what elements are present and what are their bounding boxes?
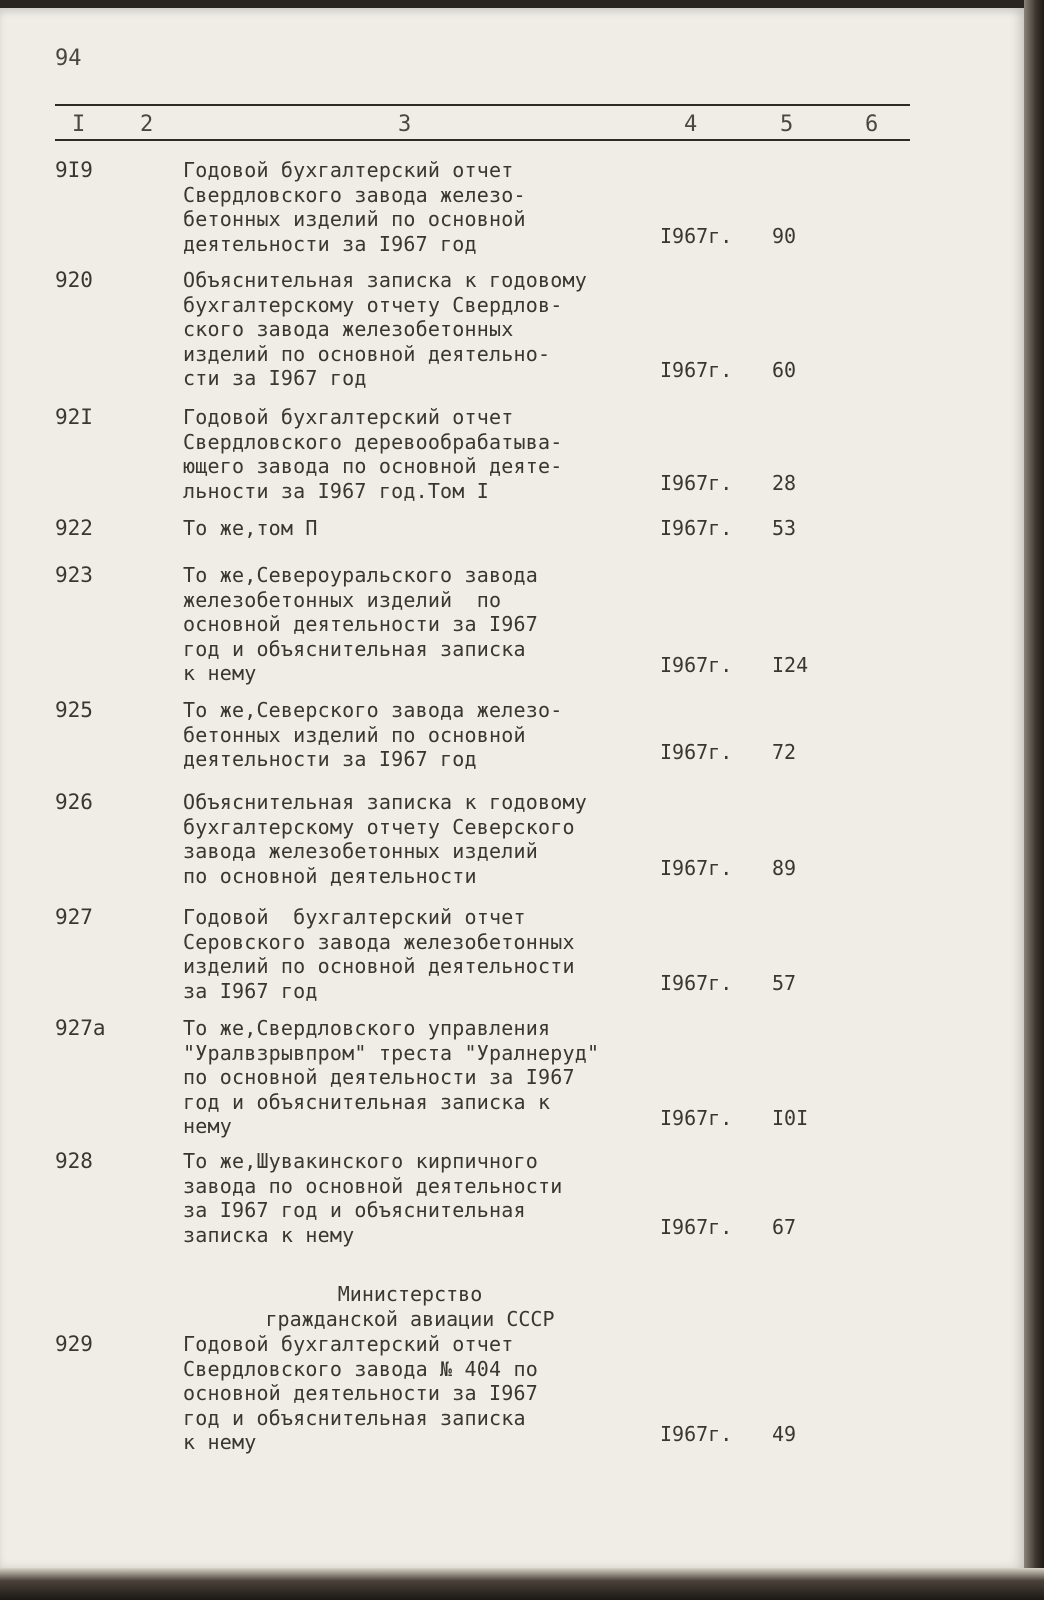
entry-year: I967г. — [660, 740, 733, 764]
entry-number: 925 — [55, 698, 93, 722]
entry-year: I967г. — [660, 653, 733, 677]
column-header-4: 4 — [684, 112, 698, 137]
entry-number: 929 — [55, 1332, 93, 1356]
entry-sheet-count: 90 — [772, 224, 797, 248]
column-header-2: 2 — [140, 112, 154, 137]
column-header-3: 3 — [398, 112, 412, 137]
entry-title: Годовой бухгалтерский отчет Свердловского завода железо- бетонных изделий по основной деятельности за I967 год — [183, 158, 526, 256]
entry-number: 920 — [55, 268, 93, 292]
entry-sheet-count: 28 — [772, 471, 797, 495]
entry-year: I967г. — [660, 471, 733, 495]
entry-title: Объяснительная записка к годовому бухгалтерскому отчету Свердлов- ского завода железобетонных изделий по основной деятельно- сти за I967 год — [183, 268, 587, 390]
entry-year: I967г. — [660, 1106, 733, 1130]
entry-sheet-count: 49 — [772, 1422, 797, 1446]
entry-year: I967г. — [660, 971, 733, 995]
entry-year: I967г. — [660, 1422, 733, 1446]
entry-number: 927 — [55, 905, 93, 929]
entry-sheet-count: 89 — [772, 856, 797, 880]
column-header-1: I — [72, 112, 86, 137]
entry-sheet-count: 72 — [772, 740, 797, 764]
entry-sheet-count: I24 — [772, 653, 809, 677]
entry-number: 923 — [55, 563, 93, 587]
entry-title: Годовой бухгалтерский отчет Серовского завода железобетонных изделий по основной деятельности за I967 год — [183, 905, 575, 1003]
column-header-6: 6 — [865, 112, 879, 137]
entry-sheet-count: 67 — [772, 1215, 797, 1239]
entry-sheet-count: 53 — [772, 516, 797, 540]
page-edge-right — [1024, 0, 1044, 1600]
entry-title: То же,Североуральского завода железобетонных изделий по основной деятельности за I967 год и объяснительная записка к нему — [183, 563, 538, 685]
entry-sheet-count: 60 — [772, 358, 797, 382]
entry-year: I967г. — [660, 516, 733, 540]
entry-number: 9I9 — [55, 158, 93, 182]
entry-year: I967г. — [660, 224, 733, 248]
entry-number: 926 — [55, 790, 93, 814]
page-number: 94 — [55, 46, 82, 71]
entry-sheet-count: 57 — [772, 971, 797, 995]
entry-title: То же,Свердловского управления "Уралвзрывпром" треста "Уралнеруд" по основной деятельности за I967 год и объяснительная записка к нему — [183, 1016, 600, 1138]
entry-year: I967г. — [660, 856, 733, 880]
entry-title: То же,том П — [183, 516, 318, 540]
entry-year: I967г. — [660, 358, 733, 382]
entry-title: Годовой бухгалтерский отчет Свердловского деревообрабатыва- ющего завода по основной деяте- льности за I967 год.Том I — [183, 405, 563, 503]
page-edge-bottom — [0, 1568, 1044, 1600]
entry-number: 927а — [55, 1016, 106, 1040]
entry-title: Годовой бухгалтерский отчет Свердловского завода № 404 по основной деятельности за I967 год и объяснительная записка к нему — [183, 1332, 538, 1454]
entry-number: 928 — [55, 1149, 93, 1173]
entry-title: То же,Шувакинского кирпичного завода по основной деятельности за I967 год и объяснительная записка к нему — [183, 1149, 563, 1247]
entry-number: 92I — [55, 405, 93, 429]
entry-number: 922 — [55, 516, 93, 540]
section-heading: Министерство гражданской авиации СССР — [265, 1282, 555, 1331]
entry-title: То же,Северского завода железо- бетонных изделий по основной деятельности за I967 год — [183, 698, 563, 771]
table-header-bottom-rule — [55, 139, 910, 141]
entry-sheet-count: I0I — [772, 1106, 809, 1130]
column-header-5: 5 — [780, 112, 794, 137]
entry-title: Объяснительная записка к годовому бухгалтерскому отчету Северского завода железобетонных изделий по основной деятельности — [183, 790, 587, 888]
entry-year: I967г. — [660, 1215, 733, 1239]
table-header-top-rule — [55, 104, 910, 106]
